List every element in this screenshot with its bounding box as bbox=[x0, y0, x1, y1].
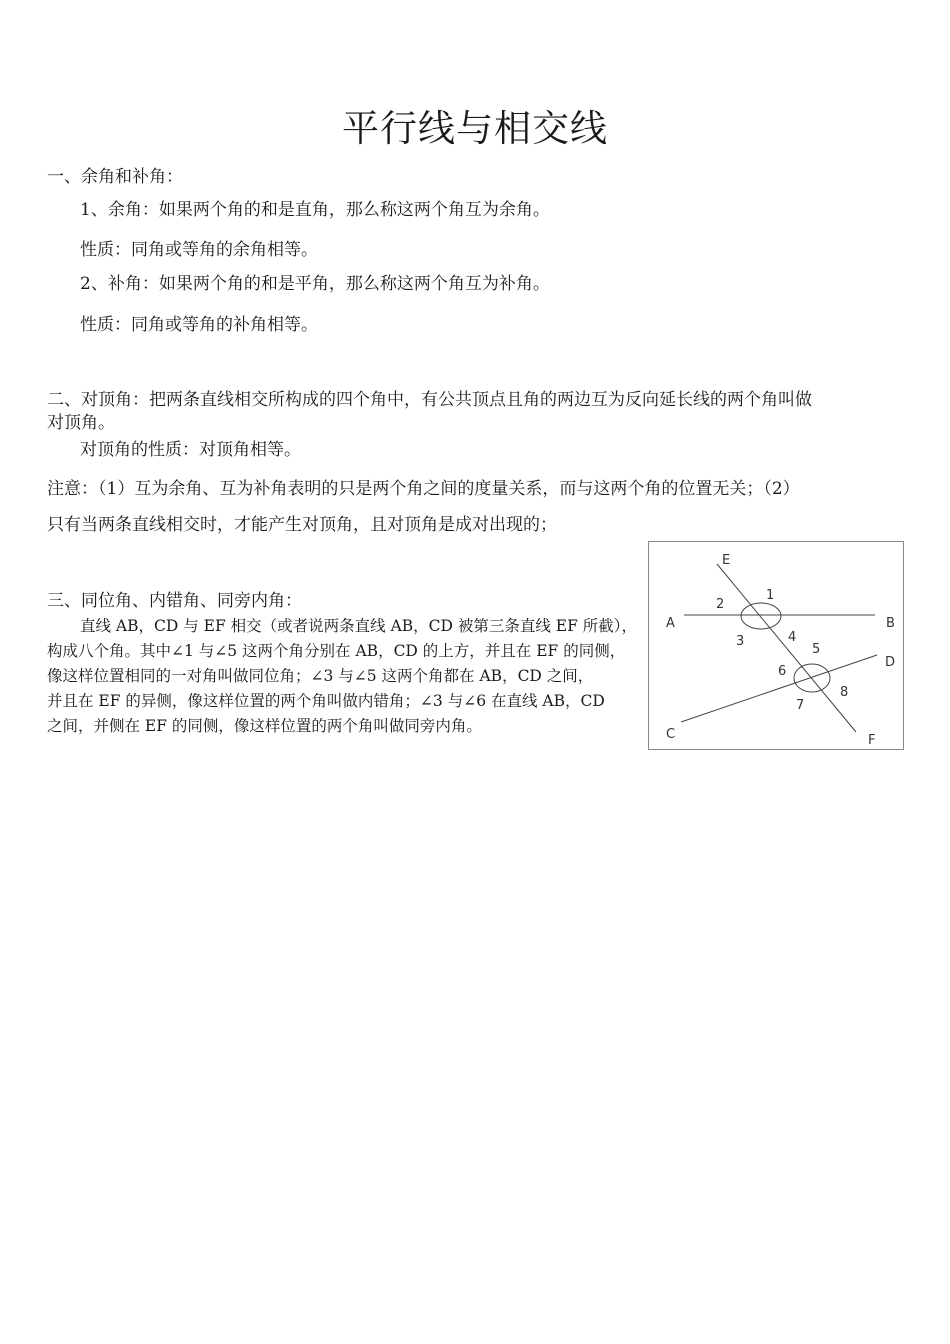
note-line2: 只有当两条直线相交时，才能产生对顶角，且对顶角是成对出现的； bbox=[47, 515, 557, 535]
section3-text-line4: 并且在 EF 的异侧，像这样位置的两个角叫做内错角；∠3 与∠6 在直线 AB，CD bbox=[47, 692, 605, 710]
angle-label-4: 4 bbox=[788, 630, 797, 645]
angle-label-7: 7 bbox=[796, 698, 805, 713]
angle-label-5: 5 bbox=[812, 642, 821, 657]
point-f-label: F bbox=[868, 733, 876, 748]
complementary-property: 性质：同角或等角的余角相等。 bbox=[80, 240, 318, 260]
section3-text-line3: 像这样位置相同的一对角叫做同位角；∠3 与∠5 这两个角都在 AB，CD 之间， bbox=[47, 667, 594, 685]
vertical-angle-property: 对顶角的性质：对顶角相等。 bbox=[80, 440, 301, 460]
angle-label-8: 8 bbox=[840, 685, 849, 700]
point-e-label: E bbox=[722, 553, 731, 568]
supplementary-definition: 2、补角：如果两个角的和是平角，那么称这两个角互为补角。 bbox=[80, 274, 550, 294]
point-d-label: D bbox=[885, 655, 896, 670]
section3-text-line1: 直线 AB，CD 与 EF 相交（或者说两条直线 AB，CD 被第三条直线 EF 所截）， bbox=[80, 617, 638, 635]
point-a-label: A bbox=[666, 616, 675, 631]
section1-heading: 一、余角和补角： bbox=[47, 167, 183, 187]
point-c-label: C bbox=[666, 727, 676, 742]
angle-label-2: 2 bbox=[716, 597, 725, 612]
angle-arc-top bbox=[741, 603, 781, 629]
vertical-angle-definition-line1: 二、对顶角：把两条直线相交所构成的四个角中，有公共顶点且角的两边互为反向延长线的两个角叫做 bbox=[47, 390, 812, 410]
section3-text-line5: 之间，并侧在 EF 的同侧，像这样位置的两个角叫做同旁内角。 bbox=[47, 717, 482, 735]
section3-text-line2: 构成八个角。其中∠1 与∠5 这两个角分别在 AB，CD 的上方，并且在 EF 的同侧， bbox=[47, 642, 626, 660]
supplementary-property: 性质：同角或等角的补角相等。 bbox=[80, 315, 318, 335]
section3-heading: 三、同位角、内错角、同旁内角： bbox=[47, 591, 302, 611]
angle-figure bbox=[648, 541, 904, 750]
angle-label-1: 1 bbox=[766, 588, 775, 603]
page-title: 平行线与相交线 bbox=[342, 107, 608, 150]
vertical-angle-definition-line2: 对顶角。 bbox=[47, 413, 115, 433]
angle-arc-bottom bbox=[794, 664, 830, 692]
transversal-diagram bbox=[649, 542, 905, 751]
complementary-definition: 1、余角：如果两个角的和是直角，那么称这两个角互为余角。 bbox=[80, 200, 550, 220]
note-line1: 注意：（1）互为余角、互为补角表明的只是两个角之间的度量关系，而与这两个角的位置无关；（2） bbox=[47, 479, 800, 499]
point-b-label: B bbox=[886, 616, 895, 631]
angle-label-6: 6 bbox=[778, 664, 787, 679]
angle-label-3: 3 bbox=[736, 634, 745, 649]
